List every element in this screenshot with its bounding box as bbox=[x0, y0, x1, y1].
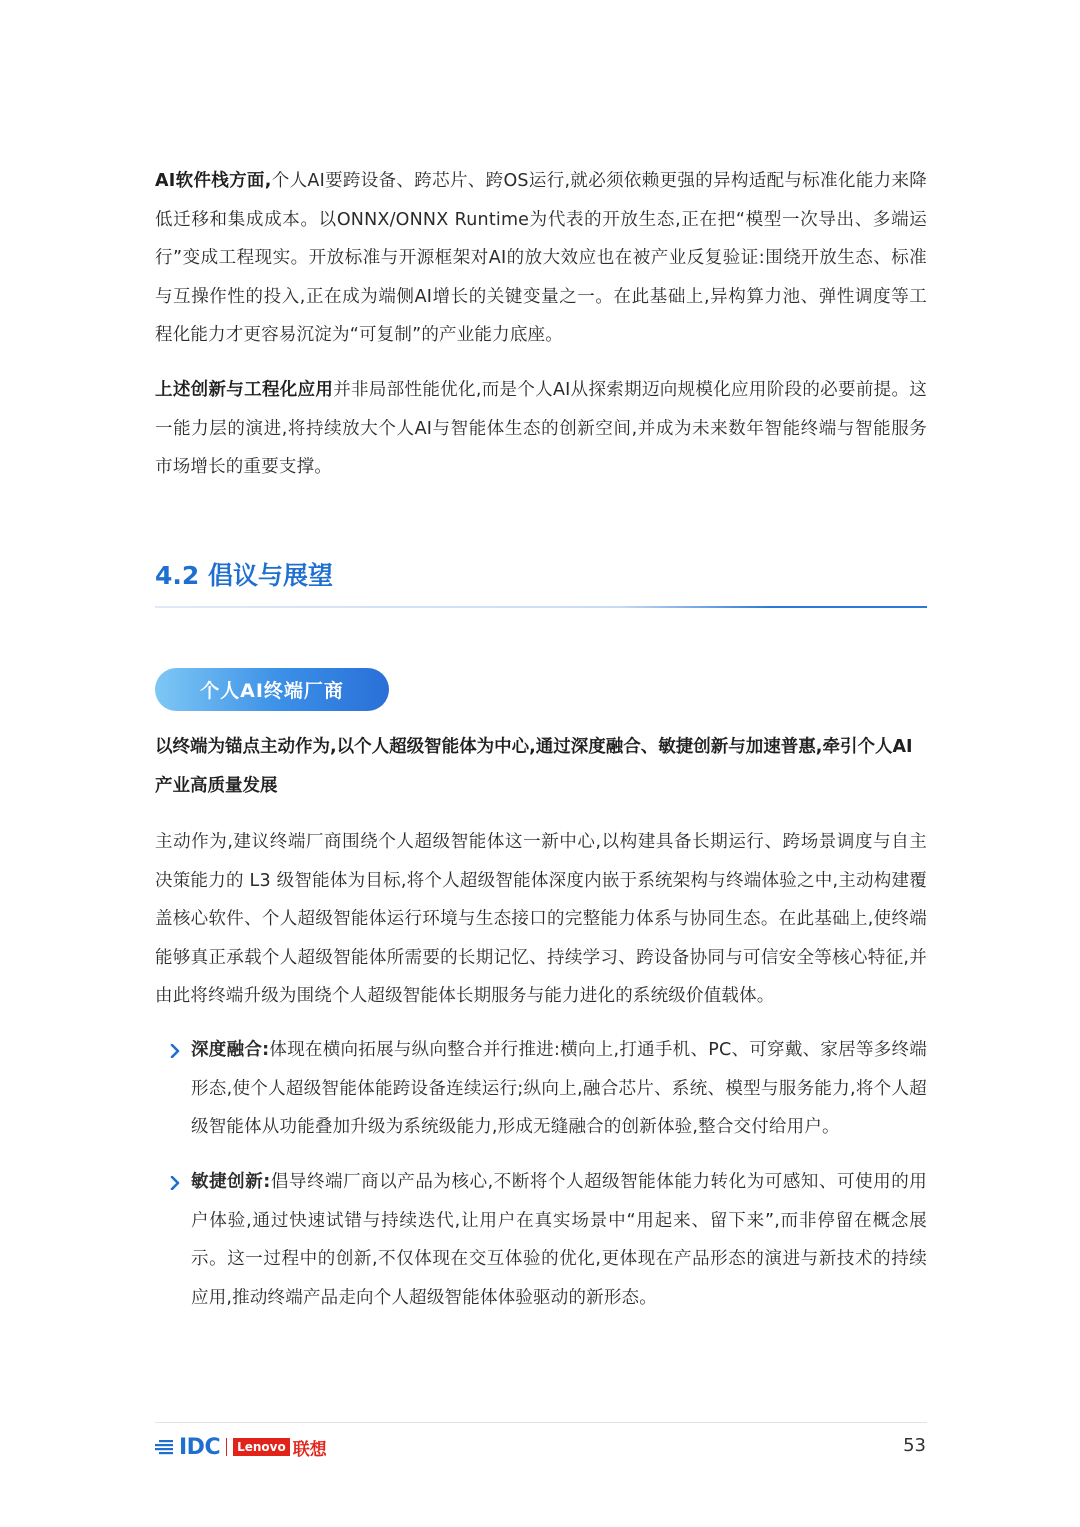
subsection-pill-label: 个人AI终端厂商 bbox=[155, 668, 389, 711]
footer-logos bbox=[155, 1432, 327, 1462]
section-title: 4.2 倡议与展望 bbox=[155, 561, 333, 590]
paragraph-proactive-action: 主动作为,建议终端厂商围绕个人超级智能体这一新中心,以构建具备长期运行、跨场景调度与自主决策能力的 L3 级智能体为目标,将个人超级智能体深度内嵌于系统架构与终端体验之中,主动构建覆盖核心软件、个人超级智能体运行环境与生态接口的完整能力体系与协同生态。在此基础上,使终端能够真正承载个人超级智能体所需要的长期记忆、持续学习、跨设备协同与可信安全等核心特征,并由此将终端升级为围绕个人超级智能体长期服务与能力进化的系统级价值载体。 bbox=[155, 832, 927, 1006]
logo-separator bbox=[226, 1438, 227, 1456]
bullet-item-deep-integration bbox=[191, 1031, 927, 1147]
paragraph-engineering-innovation bbox=[155, 371, 927, 487]
subsection-lead-statement: 以终端为锚点主动作为,以个人超级智能体为中心,通过深度融合、敏捷创新与加速普惠,牵引个人AI产业高质量发展 bbox=[155, 737, 913, 796]
paragraph-body: 并非局部性能优化,而是个人AI从探索期迈向规模化应用阶段的必要前提。这一能力层的演进,将持续放大个人AI与智能体生态的创新空间,并成为未来数年智能终端与智能服务市场增长的重要支撑。 bbox=[155, 380, 927, 477]
footer-divider bbox=[155, 1422, 927, 1423]
paragraph-lead-bold: AI软件栈方面, bbox=[155, 171, 272, 191]
paragraph-ai-software-stack bbox=[155, 162, 927, 355]
paragraph-body: 个人AI要跨设备、跨芯片、跨OS运行,就必须依赖更强的异构适配与标准化能力来降低迁移和集成成本。以ONNX/ONNX Runtime为代表的开放生态,正在把“模型一次导出、多端运行”变成工程现实。开放标准与开源框架对AI的放大效应也在被产业反复验证:围绕开放生态、标准与互操作性的投入,正在成为端侧AI增长的关键变量之一。在此基础上,异构算力池、弹性调度等工程化能力才更容易沉淀为“可复制”的产业能力底座。 bbox=[155, 171, 927, 345]
lenovo-logo: Lenovo bbox=[233, 1438, 290, 1456]
bullet-title: 深度融合: bbox=[191, 1040, 270, 1060]
paragraph-lead-bold: 上述创新与工程化应用 bbox=[155, 380, 334, 400]
bullet-body: 体现在横向拓展与纵向整合并行推进:横向上,打通手机、PC、可穿戴、家居等多终端形态,使个人超级智能体能跨设备连续运行;纵向上,融合芯片、系统、模型与服务能力,将个人超级智能体从功能叠加升级为系统级能力,形成无缝融合的创新体验,整合交付给用户。 bbox=[191, 1040, 928, 1137]
bullet-body: 倡导终端厂商以产品为核心,不断将个人超级智能体能力转化为可感知、可使用的用户体验,通过快速试错与持续迭代,让用户在真实场景中“用起来、留下来”,而非停留在概念展示。这一过程中的创新,不仅体现在交互体验的优化,更体现在产品形态的演进与新技术的持续应用,推动终端产品走向个人超级智能体体验驱动的新形态。 bbox=[191, 1172, 927, 1308]
idc-logo bbox=[155, 1435, 220, 1460]
chevron-right-icon bbox=[170, 1176, 180, 1190]
section-divider bbox=[155, 606, 927, 608]
page-number: 53 bbox=[903, 1435, 926, 1456]
bullet-item-agile-innovation bbox=[191, 1163, 927, 1317]
bullet-title: 敏捷创新: bbox=[191, 1172, 271, 1192]
chevron-right-icon bbox=[170, 1044, 180, 1058]
idc-lines-icon bbox=[155, 1439, 175, 1455]
lenovo-chinese-logo: 联想 bbox=[292, 1439, 327, 1460]
idc-logo-text: IDC bbox=[179, 1434, 221, 1460]
